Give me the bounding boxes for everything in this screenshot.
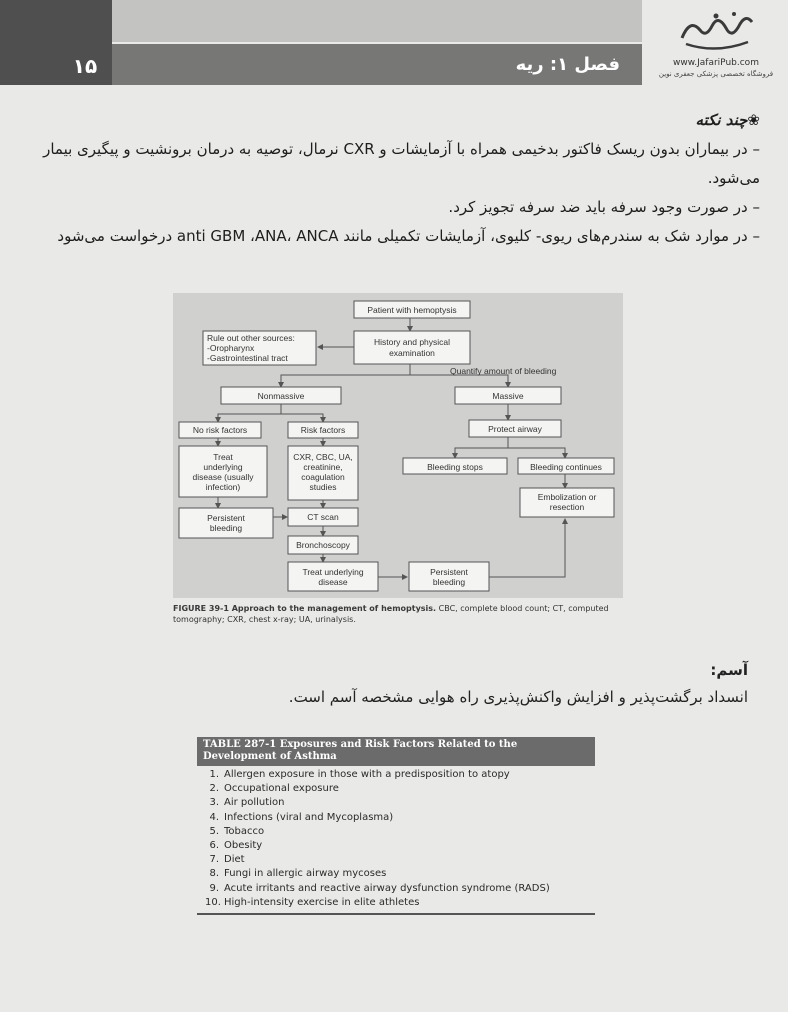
node-treat2-2: disease xyxy=(318,577,348,587)
node-ruleout-2: -Oropharynx xyxy=(207,343,255,353)
list-item: 2. Occupational exposure xyxy=(209,783,339,795)
notes-section xyxy=(30,106,760,251)
list-item: 4. Infections (viral and Mycoplasma) xyxy=(209,811,394,823)
node-bleeding-stops: Bleeding stops xyxy=(427,462,483,472)
list-item-text: Air pollution xyxy=(224,797,285,809)
list-item: 10. High-intensity exercise in elite athletes xyxy=(205,896,420,908)
figure-caption-label: FIGURE 39-1 Approach to the management of hemoptysis. xyxy=(173,604,437,613)
label-quantify: Quantify amount of bleeding xyxy=(450,366,557,376)
node-ruleout-3: -Gastrointestinal tract xyxy=(207,353,288,363)
header-light-band xyxy=(112,0,642,42)
flower-icon: ❀ xyxy=(747,111,760,129)
note-line: – در موارد شک به سندرم‌های ریوی- کلیوی، آزمایشات تکمیلی مانند anti GBM ،ANA، ANCA درخواست می‌شود xyxy=(57,227,760,245)
note-line: – در صورت وجود سرفه باید ضد سرفه تجویز کرد. xyxy=(448,198,760,216)
node-history-1: History and physical xyxy=(373,337,451,347)
list-item: 1. Allergen exposure in those with a predisposition to atopy xyxy=(209,769,510,780)
asthma-risk-table xyxy=(197,737,595,915)
list-item-text: Diet xyxy=(224,854,245,866)
node-embol-1: Embolization or xyxy=(537,492,597,502)
list-item-text: Tobacco xyxy=(224,825,265,837)
publisher-subtitle: فروشگاه تخصصی پزشکی جعفری نوین xyxy=(658,70,774,78)
node-bleeding-continues: Bleeding continues xyxy=(530,462,602,472)
page-number: ۱۵ xyxy=(72,54,98,78)
table-bottom-rule xyxy=(197,913,595,915)
node-treat1-4: infection) xyxy=(205,482,241,492)
node-treat1-3: disease (usually xyxy=(192,472,254,482)
node-persistent1-1: Persistent xyxy=(207,513,245,523)
node-ruleout-1: Rule out other sources: xyxy=(207,333,295,343)
node-no-risk: No risk factors xyxy=(192,425,248,435)
asthma-title: آسم: xyxy=(710,661,748,679)
node-tests-2: creatinine, xyxy=(303,462,343,472)
list-item-text: Infections (viral and Mycoplasma) xyxy=(224,811,394,823)
list-item: 5. Tobacco xyxy=(209,825,265,837)
asthma-section xyxy=(48,657,748,711)
chapter-title: فصل ۱: ریه xyxy=(515,54,620,75)
node-protect-airway: Protect airway xyxy=(488,424,542,434)
publisher-logo xyxy=(646,8,786,98)
list-item-text: Acute irritants and reactive airway dysfunction syndrome (RADS) xyxy=(224,882,550,894)
node-persistent1-2: bleeding xyxy=(209,523,243,533)
table-list xyxy=(197,766,595,912)
jafari-logo-icon xyxy=(676,8,756,56)
list-item-text: Obesity xyxy=(224,840,263,852)
node-history-2: examination xyxy=(389,348,435,358)
asthma-text: انسداد برگشت‌پذیر و افزایش واکنش‌پذیری راه هوایی مشخصه آسم است. xyxy=(288,688,748,706)
node-persistent2-2: bleeding xyxy=(432,577,466,587)
node-tests-4: studies xyxy=(309,482,337,492)
node-persistent2-1: Persistent xyxy=(430,567,468,577)
node-nonmassive: Nonmassive xyxy=(257,391,305,401)
node-bronchoscopy: Bronchoscopy xyxy=(296,540,350,550)
figure-caption xyxy=(173,603,633,625)
list-item-text: Occupational exposure xyxy=(224,783,339,795)
node-treat2-1: Treat underlying xyxy=(302,567,364,577)
node-tests-1: CXR, CBC, UA, xyxy=(293,452,353,462)
list-item-text: Fungi in allergic airway mycoses xyxy=(224,868,387,880)
table-title: TABLE 287-1 Exposures and Risk Factors Related to the Development of Asthma xyxy=(197,737,595,766)
list-item-text: Allergen exposure in those with a predisposition to atopy xyxy=(224,769,510,780)
node-tests-3: coagulation xyxy=(301,472,345,482)
node-patient: Patient with hemoptysis xyxy=(367,305,457,315)
list-item: 8. Fungi in allergic airway mycoses xyxy=(209,868,387,880)
list-item: 9. Acute irritants and reactive airway dysfunction syndrome (RADS) xyxy=(209,882,550,894)
node-ct-scan: CT scan xyxy=(307,512,339,522)
node-massive: Massive xyxy=(492,391,524,401)
publisher-url: www.JafariPub.com xyxy=(673,58,759,68)
list-item: 6. Obesity xyxy=(209,840,263,852)
list-item: 7. Diet xyxy=(209,854,245,866)
node-treat1-1: Treat xyxy=(213,452,233,462)
hemoptysis-flowchart xyxy=(173,293,623,598)
notes-heading xyxy=(30,106,760,135)
note-line: – در بیماران بدون ریسک فاکتور بدخیمی همراه با آزمایشات و CXR نرمال، توصیه به درمان برونشیت و پیگیری بیمار می‌شود. xyxy=(43,140,760,187)
figure-caption-text: CBC, complete blood count; CT, computed tomography; CXR, chest x-ray; UA, urinalysis. xyxy=(173,604,609,624)
node-treat1-2: underlying xyxy=(203,462,243,472)
notes-title: چند نکته xyxy=(695,111,748,129)
list-item-text: High-intensity exercise in elite athletes xyxy=(224,896,420,908)
node-embol-2: resection xyxy=(549,502,585,512)
node-risk: Risk factors xyxy=(300,425,346,435)
list-item: 3. Air pollution xyxy=(209,797,285,809)
